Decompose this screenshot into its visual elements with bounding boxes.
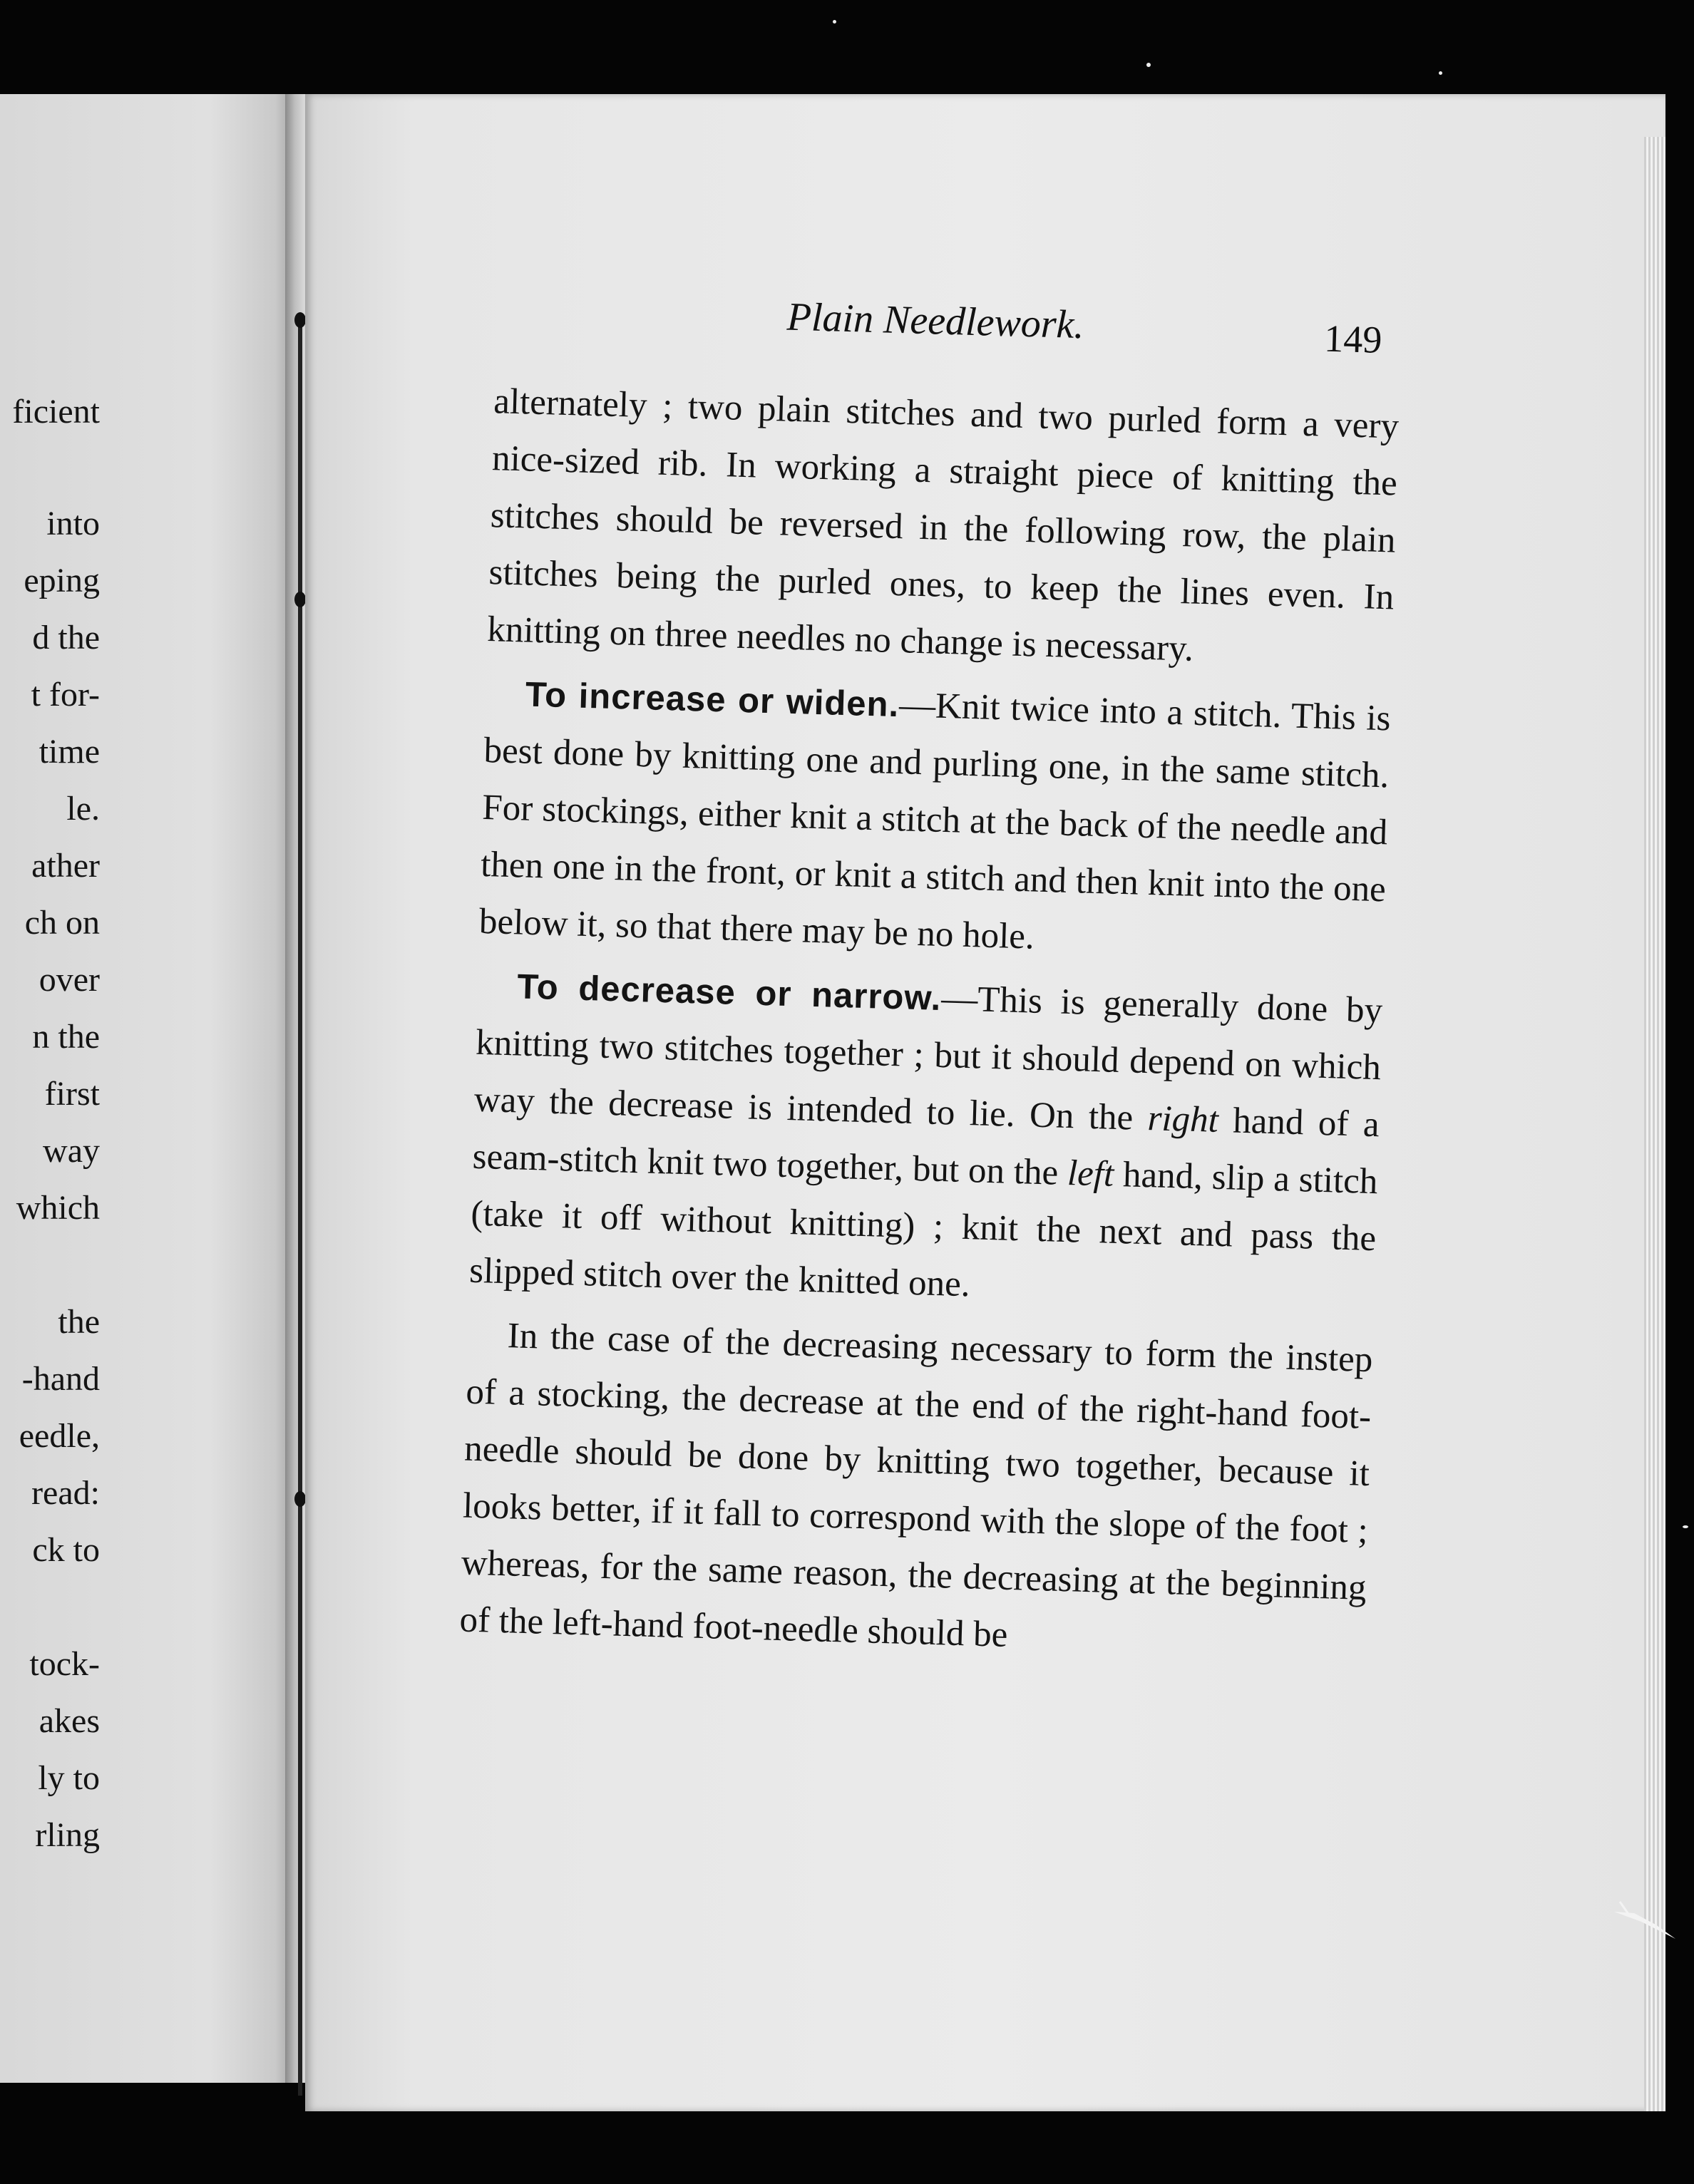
run-in-heading: To decrease or narrow. [516,967,943,1018]
left-line: first [44,1075,100,1113]
left-line: tock- [29,1645,100,1683]
paragraph-text: hand, slip a stitch (take it off without knitting) ; knit the next and pass the slipped stitch over the knitted one. [468,1154,1379,1305]
emphasis: right [1146,1098,1219,1140]
left-line: time [38,733,100,771]
left-line: akes [38,1702,100,1740]
paragraph-text: —Knit twice into a stitch. This is best done by knitting one and purling one, in the same stitch. For stockings, either knit a stitch at the back of the needle and then one in the front, or knit a stitch and then knit into the one below it, so that there may be no hole. [478,685,1392,957]
paragraph [459,1307,1374,1674]
dust-speck [1439,71,1442,75]
left-line: ficient [12,393,100,431]
left-line: t for- [31,676,100,714]
left-line: eedle, [19,1417,100,1455]
dust-speck [1146,63,1151,67]
emphasis: left [1067,1153,1114,1195]
left-line: into [46,505,100,542]
run-in-heading: To increase or widen. [525,675,900,725]
running-head: Plain Needlework. [786,294,1085,348]
left-line: read: [31,1474,100,1512]
left-line: ather [31,847,100,885]
paragraph-text: —This is generally done by knitting two stitches together ; but it should depend on which way the decrease is intended to lie. On the [473,979,1383,1139]
paragraph-text: hand of a seam-stitch knit two together, but on the [472,1100,1380,1194]
paragraph-text: In the case of the decreasing necessary to form the instep of a stocking, the decrease at the end of the right-hand foot-needle should be done by knitting two together, because it looks better, if it fall to correspond with the slope of the foot ; whereas, for the same reason, the decreasing at the beginning of the left-hand foot-needle should be [458,1316,1374,1655]
left-line: d the [32,619,100,656]
paragraph [486,373,1400,683]
left-line: ck to [32,1531,100,1569]
left-line: ly to [38,1759,100,1797]
left-line: ch on [24,904,100,942]
dust-speck [833,20,836,24]
left-line: which [16,1189,100,1227]
left-line: le. [66,790,100,828]
paragraph [468,957,1383,1324]
left-line: over [38,961,100,999]
left-line: rling [35,1816,100,1854]
left-line: the [58,1303,100,1341]
left-line: way [43,1132,100,1170]
paragraph [478,665,1392,975]
dust-speck [1683,1525,1688,1528]
left-line: eping [24,562,100,599]
torn-corner-icon [1613,1897,1677,1940]
paragraph-text: alternately ; two plain stitches and two purled form a very nice-sized rib. In working a straight piece of knitting the stitches should be reversed in the following row, the plain stitches being the purled ones, to keep the lines even. In knitting on three needles no change is necessary. [486,381,1400,669]
left-line: n the [32,1018,100,1056]
page-number: 149 [1323,316,1383,361]
body-text [458,373,1400,1681]
left-line: -hand [21,1360,100,1398]
